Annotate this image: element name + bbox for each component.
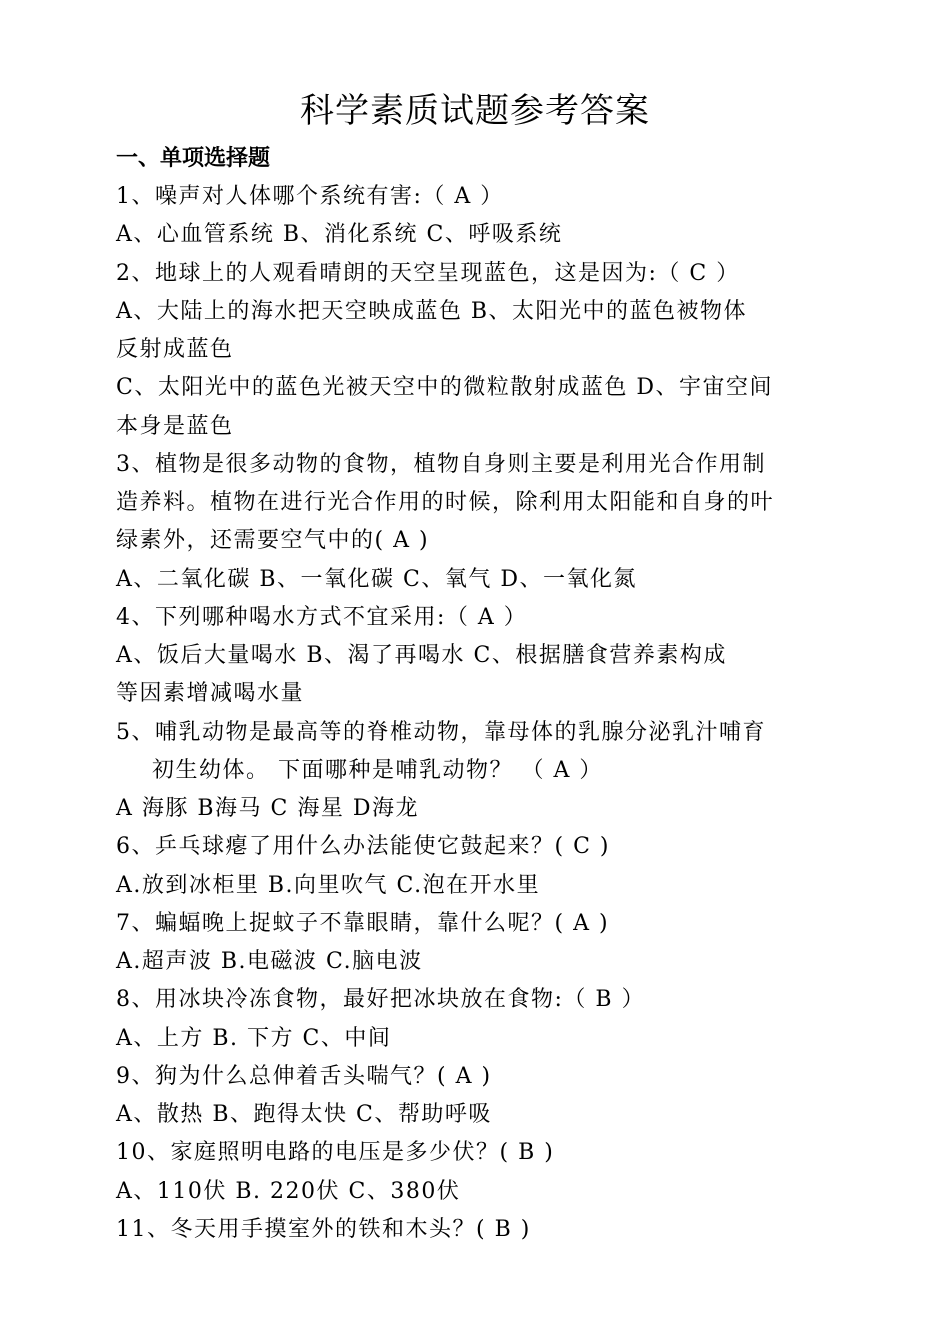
option-line: A、110伏 B. 220伏 C、380伏 [116,1178,461,1204]
question-line: 绿素外，还需要空气中的( A ) [116,528,430,554]
option-line: 等因素增减喝水量 [116,681,305,707]
option-line: A.超声波 B.电磁波 C.脑电波 [116,949,423,974]
question-line: 2、地球上的人观看晴朗的天空呈现蓝色，这是因为:（ C ） [116,260,740,286]
option-line: A、二氧化碳 B、一氧化碳 C、氧气 D、一氧化氮 [116,566,638,592]
question-line: 3、植物是很多动物的食物，植物自身则主要是利用光合作用制 [116,451,766,477]
question-line: 初生幼体。 下面哪种是哺乳动物？ （ A ） [152,757,603,783]
question-line: 8、用冰块冷冻食物，最好把冰块放在食物:（ B ） [116,987,646,1013]
option-line: 反射成蓝色 [116,337,234,362]
option-line: 本身是蓝色 [116,413,234,439]
question-line: 1、噪声对人体哪个系统有害:（ A ） [116,184,504,209]
option-line: A、大陆上的海水把天空映成蓝色 B、太阳光中的蓝色被物体 [116,298,748,324]
question-line: 9、狗为什么总伸着舌头喘气？( A ) [116,1063,492,1089]
section-heading: 一、单项选择题 [116,146,271,171]
question-line: 11、冬天用手摸室外的铁和木头？( B ) [116,1216,531,1242]
option-line: A、上方 B. 下方 C、中间 [116,1025,392,1051]
option-line: A.放到冰柜里 B.向里吹气 C.泡在开水里 [116,872,541,898]
option-line: A、饭后大量喝水 B、渴了再喝水 C、根据膳食营养素构成 [116,643,727,668]
option-line: A 海豚 B海马 C 海星 D海龙 [116,796,419,821]
question-line: 5、哺乳动物是最高等的脊椎动物，靠母体的乳腺分泌乳汁哺育 [116,719,766,745]
page-title: 科学素质试题参考答案 [300,91,650,131]
option-line: A、心血管系统 B、消化系统 C、呼吸系统 [116,222,563,248]
question-line: 7、蝙蝠晚上捉蚊子不靠眼睛，靠什么呢？( A ) [116,910,610,936]
document-body [116,178,840,1249]
question-line: 6、乒乓球瘪了用什么办法能使它鼓起来？( C ) [116,834,610,860]
question-line: 10、家庭照明电路的电压是多少伏？( B ) [116,1140,555,1166]
option-line: C、太阳光中的蓝色光被天空中的微粒散射成蓝色 D、宇宙空间 [116,375,773,401]
option-line: A、散热 B、跑得太快 C、帮助呼吸 [116,1102,492,1127]
question-line: 4、下列哪种喝水方式不宜采用:（ A ） [116,604,528,630]
question-line: 造养料。植物在进行光合作用的时候，除利用太阳能和自身的叶 [116,490,775,515]
